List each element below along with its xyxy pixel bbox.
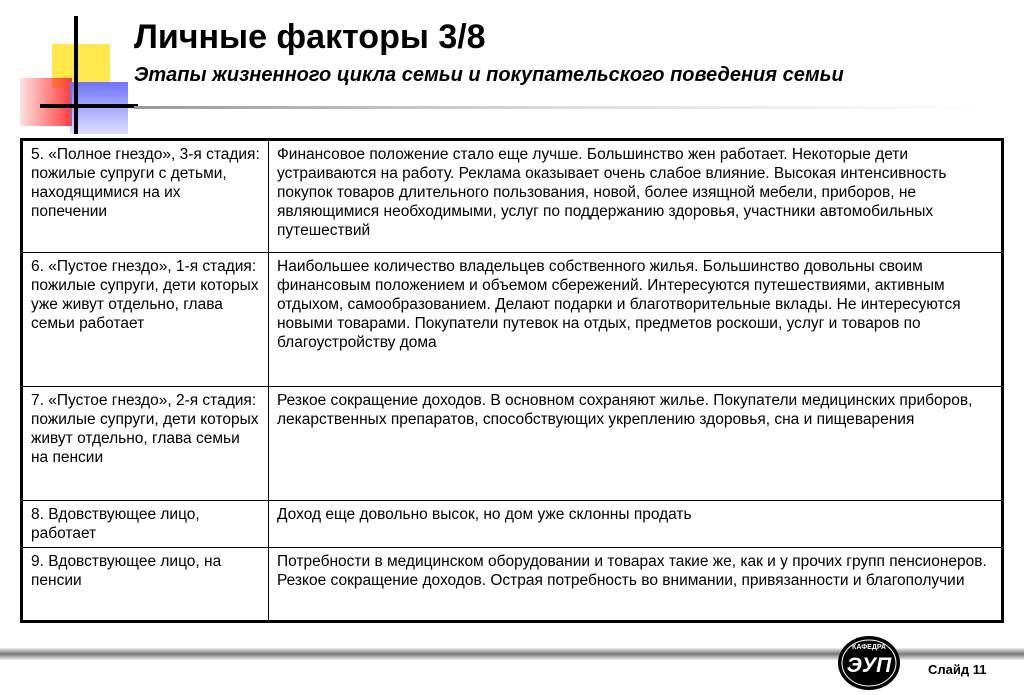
- description-cell: Резкое сокращение доходов. В основном сохраняют жилье. Покупатели медицинских приборов, лекарственных препаратов, способствующих укреплению здоровья, сна и пищеварения: [269, 387, 1002, 501]
- decor-red-square: [20, 78, 72, 126]
- stage-cell: 7. «Пустое гнездо», 2-я стадия: пожилые супруги, дети которых живут отдельно, глава семьи на пенсии: [23, 387, 269, 501]
- stage-cell: 5. «Полное гнездо», 3-я стадия: пожилые супруги с детьми, находящимися на их попечении: [23, 141, 269, 253]
- logo-main-text: ЭУП: [846, 654, 892, 677]
- decor-horizontal-line: [40, 104, 138, 108]
- title-underline: [134, 106, 994, 109]
- decor-blue-square: [70, 82, 128, 134]
- decor-vertical-line: [74, 16, 78, 134]
- table-row: [23, 253, 1002, 387]
- table-row: [23, 141, 1002, 253]
- description-cell: Потребности в медицинском оборудовании и товарах такие же, как и у прочих групп пенсионеров. Резкое сокращение доходов. Острая потребность во внимании, привязанности и благополучии: [269, 548, 1002, 621]
- stage-cell: 8. Вдовствующее лицо, работает: [23, 501, 269, 548]
- lifecycle-table: [20, 138, 1004, 623]
- department-seal-logo-icon: [836, 634, 902, 692]
- description-cell: Доход еще довольно высок, но дом уже склонны продать: [269, 501, 1002, 548]
- slide-number: Слайд 11: [928, 662, 987, 677]
- table-row: [23, 548, 1002, 621]
- description-cell: Финансовое положение стало еще лучше. Большинство жен работает. Некоторые дети устраиваются на работу. Реклама оказывает очень слабое влияние. Высокая интенсивность покупок товаров длительного пользования, новой, более изящной мебели, приборов, не являющимися необходимыми, услуг по поддержанию здоровья, участники автомобильных путешествий: [269, 141, 1002, 253]
- stage-cell: 6. «Пустое гнездо», 1-я стадия: пожилые супруги, дети которых уже живут отдельно, глава семьи работает: [23, 253, 269, 387]
- slide-title: Личные факторы 3/8: [134, 18, 486, 56]
- slide-subtitle: Этапы жизненного цикла семьи и покупательского поведения семьи: [134, 64, 844, 86]
- logo-top-text: КАФЕДРА: [852, 644, 886, 651]
- table-row: [23, 501, 1002, 548]
- stage-cell: 9. Вдовствующее лицо, на пенсии: [23, 548, 269, 621]
- description-cell: Наибольшее количество владельцев собственного жилья. Большинство довольны своим финансовым положением и объемом сбережений. Интересуются путешествиями, активным отдыхом, самообразованием. Делают подарки и благотворительные вклады. Не интересуются новыми товарами. Покупатели путевок на отдых, предметов роскоши, услуг и товаров по благоустройству дома: [269, 253, 1002, 387]
- table-row: [23, 387, 1002, 501]
